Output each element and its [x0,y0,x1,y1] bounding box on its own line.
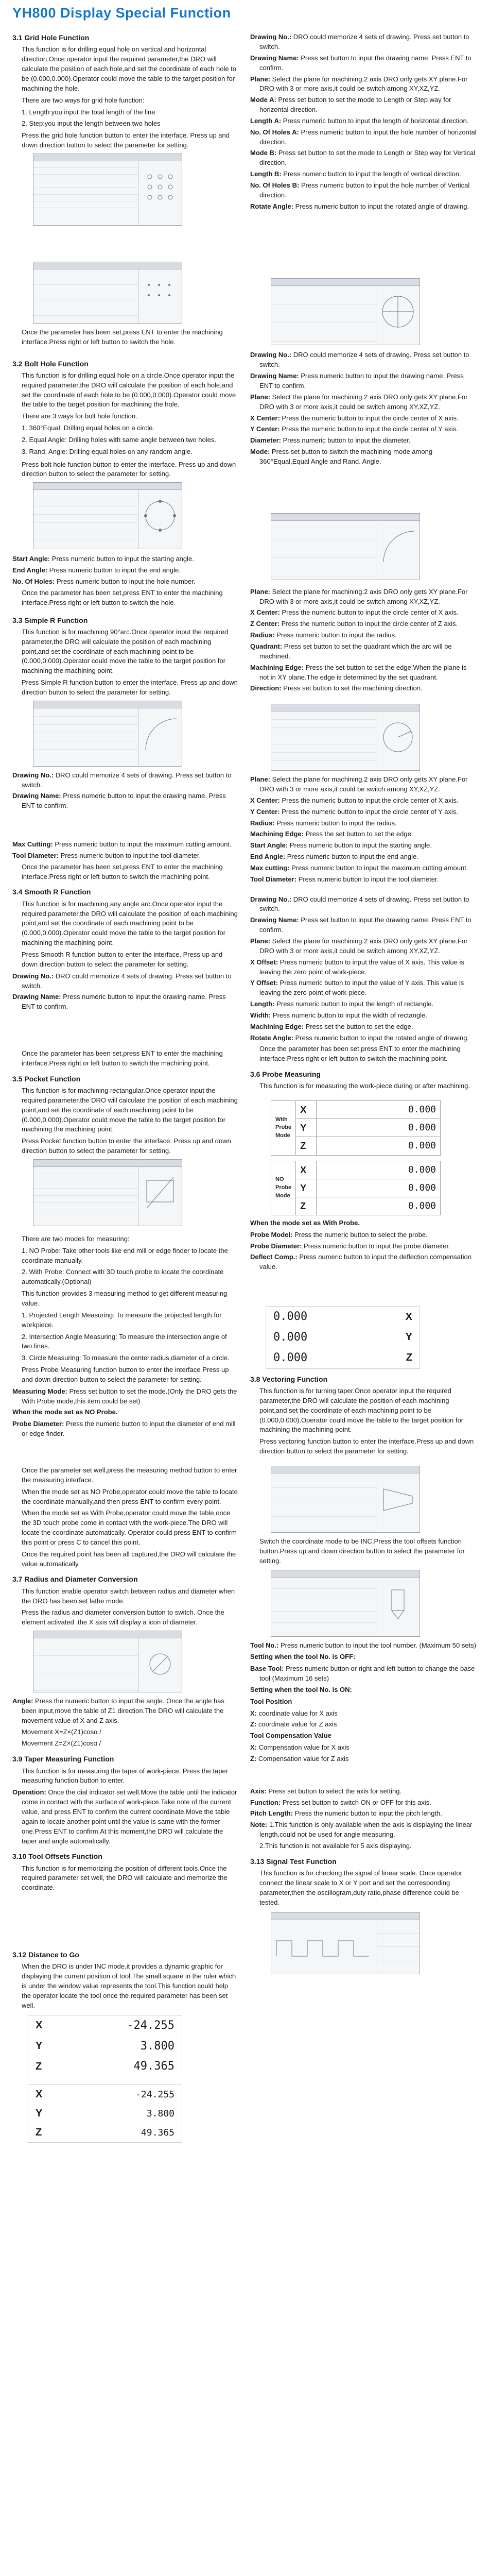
definition: Press set the button to set the edge. [304,1022,413,1030]
term: End Angle: [250,853,286,861]
definition: Press numeric button to input the drawing name. Press ENT to confirm. [22,993,226,1011]
paragraph: Press the grid hole function button to enter the interface. Press up and down direction button to select the parameter for setting. [22,131,230,149]
term: Machining Edge: [250,1022,304,1030]
heading-3-6: 3.6 Probe Measuring [250,1070,321,1079]
axis-row-x [28,2015,182,2036]
oscillogram-icon [271,1920,374,1972]
vectoring-display [266,1306,420,1369]
dro-screen-tool-offsets [271,1570,420,1637]
term: Drawing Name: [250,916,299,924]
arc-preview-icon [376,521,420,572]
axis-value: 0.000 [317,1161,441,1179]
term: Deflect Comp.: [250,1253,298,1261]
paragraph-bold: When the mode set as NO Probe. [12,1408,118,1416]
list-item: 1. Projected Length Measuring: To measure the projected length for workpiece. [22,1311,222,1329]
dro-title-bar [33,154,182,161]
definition: Press numeric button to input the rotated angle of drawing. [293,202,469,210]
definition: Select the plane for machining.2 axis DRO only gets XY plane.For DRO with 3 or more axis,it could be switch among XY,XZ,YZ. [259,393,468,411]
definition: Press numeric button to input the length of vertical direction. [281,170,461,178]
heading-3-13: 3.13 Signal Test Function [250,1857,337,1866]
axis-label: X [36,2089,43,2100]
axis-label: Y [296,1119,317,1137]
definition: Press numeric button to input the tool diameter. [59,851,201,859]
definition: Press set button to set the mode.(Only the DRO gets the With Probe mode,this item could be set) [22,1387,237,1405]
definition: DRO could memorize 4 sets of drawing. Press set button to switch. [22,972,232,990]
term: Direction: [250,684,282,692]
dro-screen-simple-r [33,701,182,767]
heading-3-12: 3.12 Distance to Go [12,1951,79,1959]
definition: Press set button to switch the machining mode among 360°Equal,Equal Angle and Rand. Angle. [259,448,433,465]
axis-row-z [28,2123,182,2142]
smooth-arc-icon [376,711,420,763]
definition: Press numeric button to input the hole number. [55,577,196,585]
list-item: 3. Rand. Angle: Drilling equal holes on any random angle. [22,447,193,455]
paragraph: Press Pocket function button to enter the interface. Press up and down direction button to select the parameter for setting. [22,1137,231,1155]
axis-label: Y [405,1331,412,1343]
paragraph: Press Smooth R function button to enter the interface. Press up and down direction button to select the parameter for setting. [22,950,223,968]
term: Base Tool: [250,1665,284,1673]
term: Plane: [250,775,271,784]
definition: Press numeric button to input the probe diameter. [302,1242,450,1250]
term: Machining Edge: [250,830,304,838]
term: X Center: [250,608,280,617]
list-item: 1. NO Probe: Take other tools like end mill or edge finder to locate the coordinate manually. [22,1246,228,1264]
definition: Press the numeric button to input the circle center of Y axis. [280,807,458,816]
axis-value: 0.000 [273,1310,308,1324]
axis-label: X [405,1311,412,1323]
paragraph-bold: Setting when the tool No. is ON: [250,1685,352,1693]
term: End Angle: [12,566,48,574]
definition: 1.This function is only available when the axis is displaying the linear length,could not be used for angle measuring. [259,1821,473,1839]
formula: Movement Z=Z×(Z1)cosα / [22,1739,101,1748]
term: No. Of Holes A: [250,128,299,136]
dro-screen-bolt-hole [33,482,182,549]
definition: Press numeric button to input the hole number of Vertical direction. [259,181,470,199]
paragraph: This function is for drilling equal hole on vertical and horizontal direction.Once operator input the required parameter,the DRO will calculate the position of each hole,and set the coordinate of each hole to be (0.000,0.000).Operator could move the table to the target position for machining the hole. [22,45,237,92]
definition: Press numeric button to input the value of X axis. This value is leaving the zero point of work-piece. [259,958,464,976]
axis-label: X [296,1101,317,1119]
term: Length A: [250,116,282,125]
paragraph: Once the parameter set well,press the measuring method button to enter the measuring interface. [22,1466,237,1484]
table-row [271,1179,441,1197]
heading-3-1: 3.1 Grid Hole Function [12,33,90,42]
term: Max cutting: [250,863,290,872]
paragraph: Press the radius and diameter conversion button to switch. Once the element activated ,the X axis will display a icon of diameter. [22,1608,224,1626]
definition: Press numeric button to input the end angle. [285,853,418,861]
taper-preview-icon [376,1473,420,1525]
definition: Press the numeric button to input the circle center of X axis. [280,608,459,617]
axis-value: 0.000 [317,1137,441,1155]
term: Drawing Name: [250,372,299,380]
table-row [271,1197,441,1215]
definition: Press the set button to set the edge.When the plane is not in XY plane.The edge is determined by the set quadrant. [259,663,467,681]
dro-screen-smooth-r [271,704,420,771]
paragraph: Press vectoring function button to enter the interface.Press up and down direction button to select the parameter for setting. [259,1437,474,1455]
term: Pitch Length: [250,1809,293,1818]
paragraph: Once the parameter has been set,press ENT to enter the machining interface.Press right or left button to switch the machining point. [22,862,223,880]
axis-row-y [28,2104,182,2123]
definition: Press the numeric button to input the angle. Once the angle has been input,move the table of Z1 direction.The DRO will calculate the movement value of X and Z axis. [22,1697,224,1724]
axis-value: 0.000 [317,1197,441,1215]
term: Y Center: [250,807,280,816]
definition: Select the plane for machining.2 axis DRO only gets XY plane.For DRO with 3 or more axis,it could be switch among XY,XZ,YZ. [259,775,468,793]
term: Drawing No.: [12,771,54,779]
term: Rotate Angle: [250,202,294,210]
definition: DRO could memorize 4 sets of drawing. Press set button to switch. [22,771,232,789]
axis-value: 3.800 [140,2039,174,2053]
definition: Press numeric button to input the drawing name. Press ENT to confirm. [22,792,226,810]
term: Z: [250,1754,257,1762]
heading-3-10: 3.10 Tool Offsets Function [12,1852,102,1861]
term: Plane: [250,393,271,401]
heading-3-7: 3.7 Radius and Diameter Conversion [12,1575,138,1584]
term: Diameter: [250,436,281,445]
term: Drawing Name: [12,792,61,800]
axis-row-x [266,1307,420,1327]
dro-screen-vectoring [271,1466,420,1533]
bolt-circle-icon [376,286,420,337]
term: Radius: [250,819,275,827]
term: Drawing Name: [250,54,299,62]
definition: Press the numeric button to input the circle center of Y axis. [280,425,458,433]
term: Function: [250,1798,281,1806]
paragraph: Once the parameter has been set,press ENT to enter the machining interface.Press right or left button to switch the hole. [22,588,223,606]
paragraph: When the DRO is under INC mode,it provides a dynamic graphic for displaying the current position of tool.The small square in the ruler which is under the window value represents the tool.This function could help the operator locate the tool once the required parameter has been set well. [22,1962,236,2009]
heading-3-2: 3.2 Bolt Hole Function [12,359,89,368]
term: X Offset: [250,958,278,966]
axis-row-y [266,1327,420,1348]
paragraph: This function enable operator switch between radius and diameter when the DRO has been set lathe mode. [22,1587,235,1605]
axis-value: 49.365 [133,2060,174,2073]
term: Rotate Angle: [250,1033,294,1042]
document-title: YH800 Display Special Function [12,5,231,21]
definition: Press numeric button to input the maximum cutting amount. [289,863,468,872]
axis-value: -24.255 [135,2089,174,2100]
axis-label: X [36,2020,43,2031]
paragraph-bold: Tool Position [250,1697,292,1705]
bolt-circle-icon [138,490,182,541]
definition: Press numeric button to input the starting angle. [50,555,194,563]
term: X: [250,1743,257,1752]
axis-label: Z [36,2127,42,2139]
list-item: 3. Circle Measuring: To measure the center,radius,diameter of a circle. [22,1354,230,1362]
formula: Movement X=Z×(Z1)cosα / [22,1727,101,1736]
axis-label: Z [36,2060,42,2072]
definition: Press numeric button to input the value of Y axis. This value is leaving the zero point of work-piece. [259,979,464,997]
list-item: 1. 360°Equal: Drilling equal holes on a circle. [22,424,155,432]
axis-value: 3.800 [146,2108,174,2119]
probe-display-with-probe [271,1100,441,1155]
heading-3-9: 3.9 Taper Measuring Function [12,1755,114,1764]
definition: Press numeric button to input the deflection compensation value. [259,1253,471,1271]
paragraph: This function is for checking the signal of linear scale. Once operator connect the linear scale to X or Y port and set the corresponding parameter,then the oscillogram,duty ratio,phase difference could be tested. [259,1869,462,1906]
term: Probe Model: [250,1230,293,1239]
definition: Press numeric button to input the width of rectangle. [271,1011,427,1019]
table-row [271,1101,441,1119]
paragraph: When the mode set as NO Probe,operator could move the table to locate the coordinate manually,and then press ENT to confirm every point. [22,1487,238,1505]
definition: Compensation value for Z axis [256,1754,349,1762]
distance-to-go-display-1 [28,2015,182,2078]
definition: Press the numeric button to input the pitch length. [293,1809,442,1818]
dro-screen-simple-r-machining [271,513,420,580]
term: Tool Diameter: [250,875,297,883]
term: Start Angle: [12,555,50,563]
definition: Press set button to input the drawing name. Press ENT to confirm. [259,916,471,934]
tool-icon [376,1578,420,1629]
paragraph: This function is for measuring the taper of work-piece. Press the taper measuring function button to enter. [22,1767,229,1785]
paragraph: Once the parameter has been set,press ENT to enter the machining interface.Press right or left button to switch the machining point. [22,1049,223,1067]
term: Operation: [12,1788,46,1797]
term: Length: [250,1000,275,1008]
term: Plane: [250,75,271,83]
mode-label: With Probe Mode [271,1101,296,1155]
definition: Press the numeric button to input the diameter of end mill or edge finder. [22,1420,236,1438]
term: Axis: [250,1787,267,1795]
term: Probe Diameter: [12,1420,64,1428]
table-row [271,1119,441,1137]
dro-screen-signal-test [271,1912,420,1974]
term: Z Center: [250,620,280,628]
axis-value: 0.000 [273,1330,308,1344]
definition: Press the numeric button to input the circle center of Z axis. [280,620,458,628]
term: X Center: [250,414,280,422]
term: Radius: [250,631,275,639]
list-item: 2. Equal Angle: Drilling holes with same angle between two holes. [22,435,216,444]
paragraph: When the mode set as With Probe,operator could move the table,once the 3D touch probe come in contact with the work-piece.The DRO will locate the coordinate automatically. Operator could press ENT to confirm this point or press C to cancel this point. [22,1509,237,1546]
term: Note: [250,1821,268,1829]
dro-screen-bolt-hole-machining [271,278,420,345]
definition: Press numeric button to input the rotated angle of drawing. [293,1033,469,1042]
axis-label: Z [296,1137,317,1155]
definition: Compensation value for X axis [257,1743,350,1752]
list-item: 2. Intersection Angle Measuring: To measure the intersection angle of two lines. [22,1332,227,1350]
paragraph: Press bolt hole function button to enter the interface. Press up and down direction button to select the parameter for setting. [22,460,236,478]
term: Plane: [250,587,271,596]
definition: coordinate value for X axis [257,1709,338,1717]
definition: Select the plane for machining.2 axis DRO only gets XY plane.For DRO with 3 or more axis,it could be switch among XY,XZ,YZ. [259,75,468,93]
paragraph-bold: Tool Compensation Value [250,1732,331,1740]
term: Y Center: [250,425,280,433]
paragraph: This function is for machining rectangular.Once operator input the required parameter,the DRO will calculate the position of each machining point,and set the coordinate of each machining point to be (0.000,0.000).Operator could move the table to the target position for machining the machining point. [22,1087,238,1133]
axis-label: Y [36,2108,43,2120]
definition: Press numeric button to input the radius. [274,819,397,827]
definition: Press numeric button to input the length of rectangle. [274,1000,434,1008]
paragraph: Press Simple R function button to enter the interface. Press up and down direction button to select the parameter for setting. [22,679,238,696]
definition: Press numeric button to input the maximum cutting amount. [53,840,232,849]
axis-label: Z [406,1352,412,1364]
definition: coordinate value for Z axis [256,1720,337,1728]
definition: Press numeric button to input the length of horizontal direction. [281,116,469,125]
term: Drawing No.: [250,895,292,903]
list-item: 2. Step:you input the length between two holes [22,120,161,128]
probe-display-no-probe [271,1161,441,1215]
paragraph: This function is for turning taper.Once operator input the required parameter,the DRO will calculate the position of each machining point,and set the coordinate of each machining point to be (0.000,0.000).Operator could move the table to the target position for machining the machining point. [259,1387,464,1434]
paragraph: There are 3 ways for bolt hole function. [22,412,137,420]
definition: Press the numeric button to input the circle center of X axis. [280,796,459,804]
list-item: 1. Length:you input the total length of the line [22,108,155,116]
arc-preview-icon [138,708,182,760]
term: Drawing No.: [12,972,54,980]
term: Start Angle: [250,841,288,850]
term: Z: [250,1720,257,1728]
term: Quadrant: [250,642,283,650]
term: X: [250,1709,257,1717]
axis-value: -24.255 [127,2019,174,2032]
definition: DRO could memorize 4 sets of drawing. Press set button to switch. [259,351,469,369]
definition: Press numeric button to input the diameter. [281,436,411,445]
heading-3-8: 3.8 Vectoring Function [250,1375,328,1383]
definition: Press numeric button to input the radius. [274,631,397,639]
paragraph: This function is for memorizing the position of different tools.Once the required parameter set well, the DRO will calculate and memorize the coordinate. [22,1864,228,1892]
axis-label: Y [36,2040,43,2052]
definition: Press numeric button to input the end angle. [47,566,181,574]
definition: Press the set button to set the edge. [304,830,413,838]
term: Plane: [250,937,271,945]
term: Tool Diameter: [12,851,59,859]
left-column [12,27,239,2148]
dro-screen-grid-hole-machining [33,262,182,324]
definition: DRO could memorize 4 sets of drawing. Press set button to switch. [259,895,469,913]
term: X Center: [250,796,280,804]
term: Mode A: [250,96,276,104]
paragraph: Once the parameter has been set,press ENT to enter the machining interface.Press right or left button to switch the hole. [22,328,223,346]
dro-parameter-list [33,161,138,226]
term: Machining Edge: [250,663,304,671]
heading-3-5: 3.5 Pocket Function [12,1074,81,1083]
definition: Press set button to set the machining direction. [281,684,423,692]
distance-to-go-display-2 [28,2084,182,2143]
term: Angle: [12,1697,33,1705]
definition: Press numeric button to input the tool diameter. [296,875,439,883]
axis-row-y [28,2036,182,2057]
paragraph: This function provides 3 measuring method to get different measuring value. [22,1290,228,1307]
table-row [271,1137,441,1155]
term: Measuring Mode: [12,1387,67,1395]
paragraph: Once the required point has been all captured,the DRO will calculate the value automatically. [22,1550,236,1568]
term: Mode: [250,448,270,456]
definition: Press set button to input the drawing name. Press ENT to confirm. [259,54,471,72]
term: Probe Diameter: [250,1242,302,1250]
term: No. Of Holes: [12,577,55,585]
definition: Select the plane for machining.2 axis DRO only gets XY plane.For DRO with 3 or more axis,it could be switch among XY,XZ,YZ. [259,587,468,605]
axis-value: 0.000 [317,1119,441,1137]
paragraph: Press Probe Measuring function button to enter the interface Press up and down direction button to select the parameter for setting. [22,1366,229,1383]
mode-label: NO Probe Mode [271,1161,296,1215]
pocket-preview-icon [138,1167,182,1218]
paragraph: This function is for machining any angle arc.Once operator input the required parameter,the DRO will calculate the position of each machining point,and set the coordinate of each machining point to be (0.000,0.000).Operator could move the table to the target position for machining the machining point. [22,900,238,947]
term: Drawing No.: [250,351,292,359]
term: Mode B: [250,149,277,157]
list-item: 2. With Probe: Connect with 3D touch probe to locate the coordinate automatically.(Optional) [22,1268,224,1286]
dro-screen-grid-hole-setup [33,154,182,226]
definition: Press set button to select the axis for setting. [266,1787,402,1795]
term: Tool No.: [250,1641,279,1650]
axis-row-x [28,2085,182,2104]
term: Drawing Name: [12,993,61,1001]
term: Drawing No.: [250,33,292,41]
paragraph: There are two modes for measuring: [22,1234,130,1243]
paragraph: This function is for machining 90°arc.Once operator input the required parameter,the DRO will calculate the position of each machining point,and set the coordinate of each machining point to be (0.000,0.000).Operator could move the table to the target position for machining the machining point. [22,628,229,675]
definition: Press numeric button to input the tool number. (Maximum 50 sets) [278,1641,477,1650]
definition: Press set button to set the mode to Length or Step way for Vertical direction. [259,149,476,167]
paragraph-bold: Setting when the tool No. is OFF: [250,1653,356,1661]
axis-row-z [28,2056,182,2077]
right-column [250,27,477,2148]
heading-3-3: 3.3 Simple R Function [12,616,88,624]
grid-pattern-icon [138,269,182,321]
paragraph-bold: When the mode set as With Probe. [250,1218,360,1227]
dro-screen-pocket [33,1159,182,1226]
definition: Press the numeric button to select the probe. [292,1230,428,1239]
definition: Press numeric button to input the starting angle. [288,841,432,850]
definition: Press set button to set the quadrant which the arc will be machined. [259,642,452,660]
paragraph: This function is for drilling equal hole on a circle.Once operator input the required parameter,the DRO will calculate the position of each hole,and set the coordinate of each hole to be (0.000,0.000).Operator could move the table to the target position for machining the hole. [22,371,236,409]
dro-preview [138,161,182,226]
dro-screen-radius-diameter [33,1631,182,1692]
definition: Select the plane for machining.2 axis DRO only gets XY plane.For DRO with 3 or more axis,it could be switch among XY,XZ,YZ. [259,937,468,955]
axis-value: 49.365 [141,2127,174,2138]
axis-label: X [296,1161,317,1179]
term: Width: [250,1011,271,1019]
definition: Once the dial indicator set well.Move the table until the indicator come in contact with the surface of work-piece.Take note of the current value, and press ENT to confirm the current coordinate.Move the table again to locate another point until the value is same with the former one.Press ENT to confirm.At this moment,the DRO will calculate the taper and angle automatically. [22,1788,237,1845]
heading-3-4: 3.4 Smooth R Function [12,888,91,896]
axis-label: Z [296,1197,317,1215]
term: Y Offset: [250,979,278,987]
definition: Press the numeric button to input the circle center of X axis. [280,414,459,422]
term: Max Cutting: [12,840,53,849]
axis-row-z [266,1348,420,1368]
axis-value: 0.000 [317,1179,441,1197]
paragraph: 2.This function is not available for 5 axis displaying. [259,1841,412,1850]
definition: Press numeric button or right and left button to change the base tool (Maximum 16 sets) [259,1665,475,1682]
two-column-body [12,27,477,2148]
definition: Press numeric button to input the drawing name. Press ENT to confirm. [259,372,464,390]
grid-hole-preview-icon [138,161,182,213]
paragraph: There are two ways for grid hole function: [22,96,145,104]
definition: Press set button to set the mode to Length or Step way for horizontal direction. [259,96,451,114]
definition: DRO could memorize 4 sets of drawing. Press set button to switch. [259,33,469,50]
term: No. Of Holes B: [250,181,300,189]
diameter-icon [138,1638,182,1690]
definition: Press set button to switch ON or OFF for this axis. [281,1798,431,1806]
definition: Press numeric button to input the hole number of horizontal direction. [259,128,477,146]
table-row [271,1161,441,1179]
paragraph: This function is for measuring the work-piece during or after machining. [259,1082,470,1090]
term: Length B: [250,170,282,178]
axis-label: Y [296,1179,317,1197]
paragraph: Once the parameter has been set,press ENT to enter the machining interface.Press right or left button to switch the machining point. [259,1045,461,1063]
axis-value: 0.000 [317,1101,441,1119]
paragraph: Switch the coordinate mode to be INC.Press the tool offsets function button.Press up and down direction button to select the parameter for setting. [259,1537,465,1565]
axis-value: 0.000 [273,1351,308,1364]
